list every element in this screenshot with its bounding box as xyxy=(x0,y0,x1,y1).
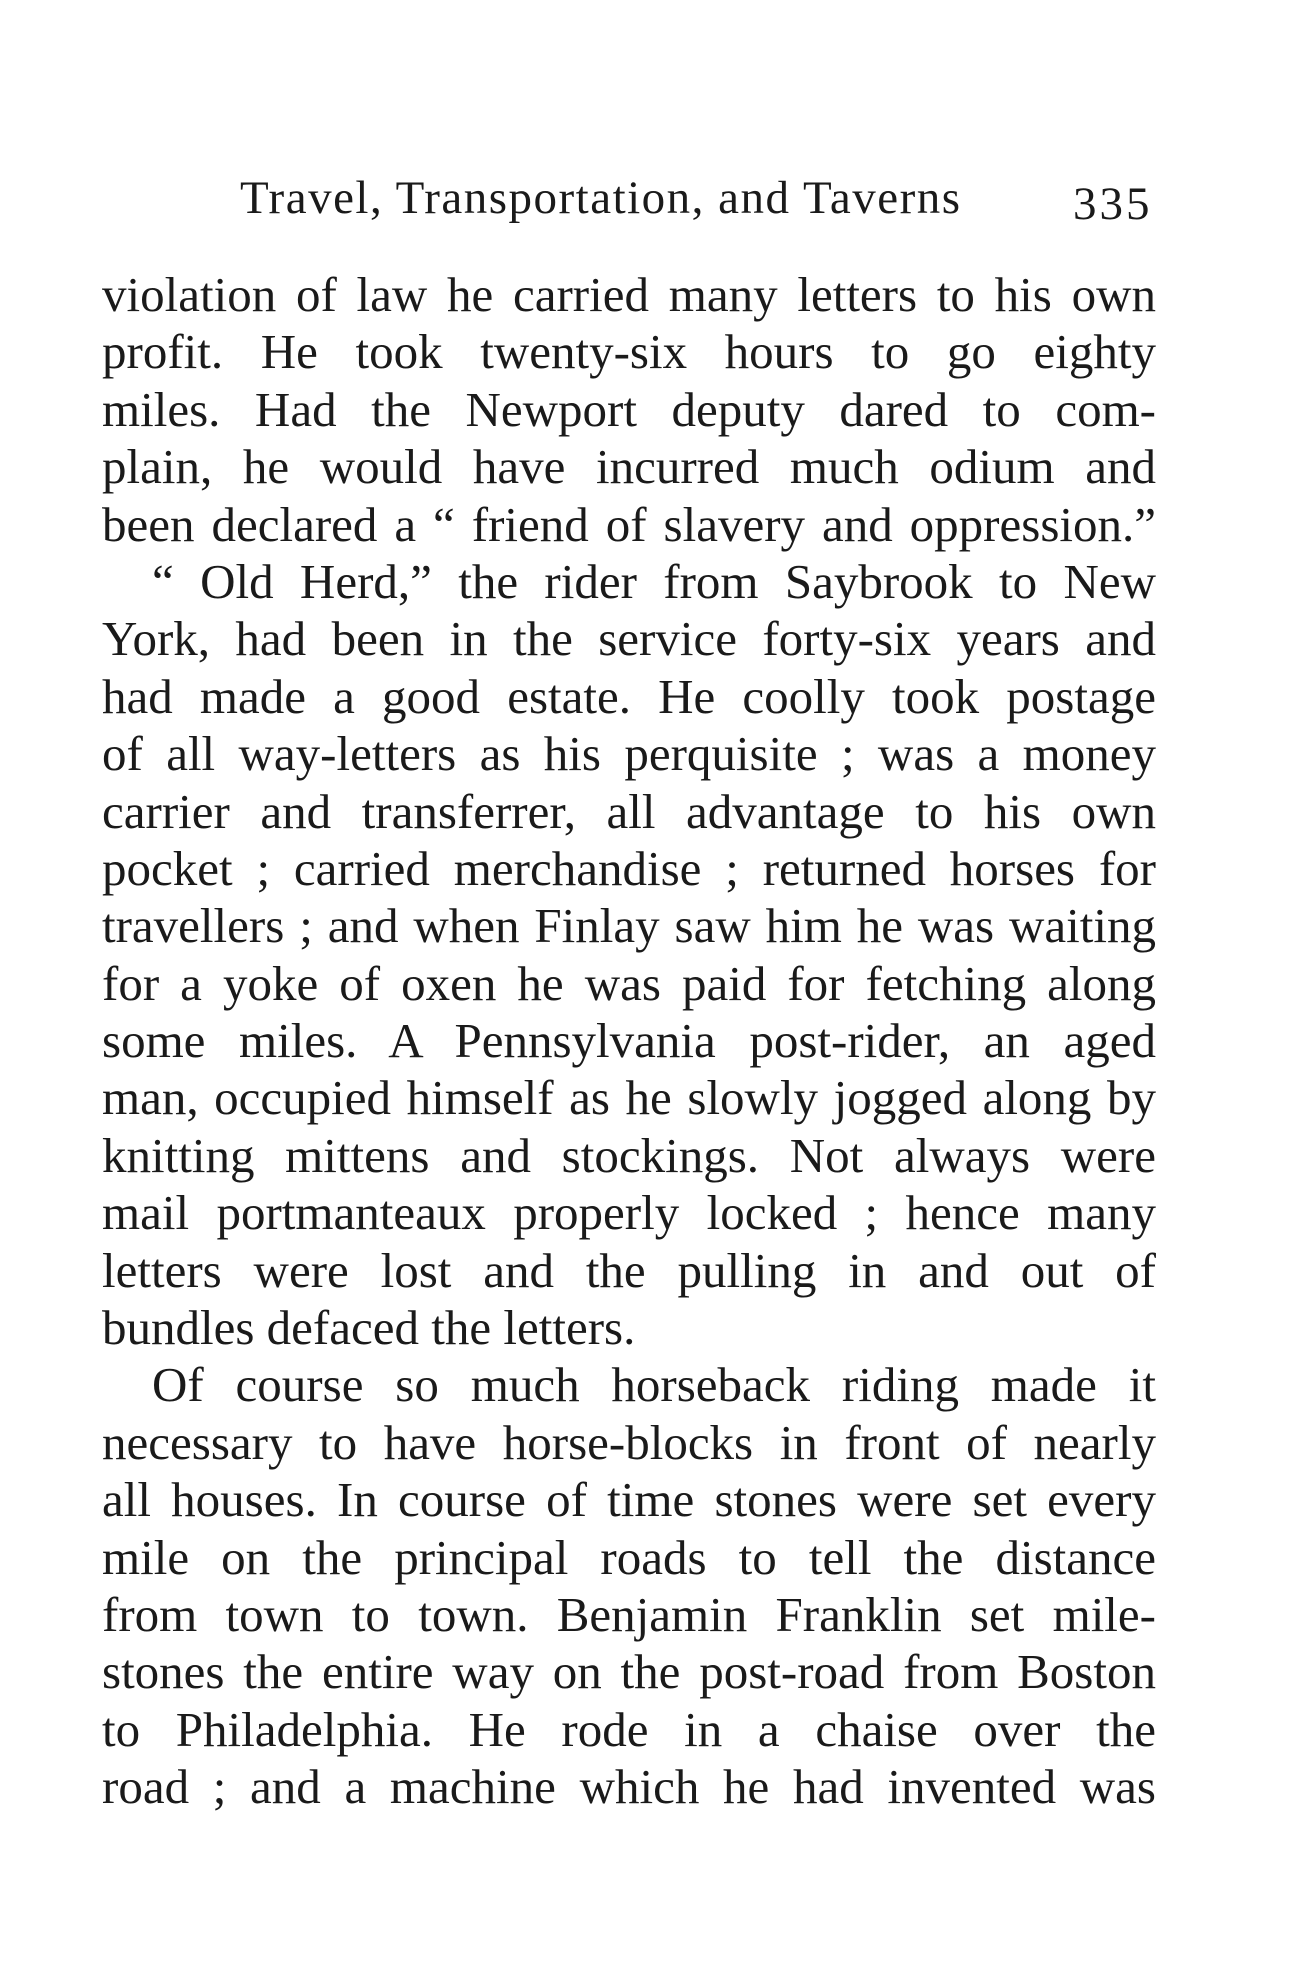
text-line: all houses. In course of time stones were set every xyxy=(102,1472,1156,1528)
text-line: knitting mittens and stockings. Not always were xyxy=(102,1127,1156,1183)
text-line: carrier and transferrer, all advantage to his own xyxy=(102,783,1156,839)
text-line: man, occupied himself as he slowly jogged along by xyxy=(102,1070,1156,1126)
text-line: York, had been in the service forty-six years and xyxy=(102,611,1156,667)
text-line: had made a good estate. He coolly took postage xyxy=(102,668,1156,724)
text-line: to Philadelphia. He rode in a chaise over the xyxy=(102,1701,1156,1757)
text-line: some miles. A Pennsylvania post-rider, an aged xyxy=(102,1013,1156,1069)
text-line: mile on the principal roads to tell the distance xyxy=(102,1529,1156,1585)
text-line: pocket ; carried merchandise ; returned horses for xyxy=(102,840,1156,896)
text-line: stones the entire way on the post-road from Boston xyxy=(102,1644,1156,1700)
text-line: mail portmanteaux properly locked ; hence many xyxy=(102,1185,1156,1241)
text-line: from town to town. Benjamin Franklin set mile- xyxy=(102,1586,1156,1642)
text-line: necessary to have horse-blocks in front of nearly xyxy=(102,1414,1156,1470)
text-line: miles. Had the Newport deputy dared to com- xyxy=(102,381,1156,437)
page-number: 335 xyxy=(1073,178,1153,230)
text-line: violation of law he carried many letters to his own xyxy=(102,267,1156,322)
text-line: travellers ; and when Finlay saw him he was waiting xyxy=(102,898,1156,954)
text-line: road ; and a machine which he had invented was xyxy=(102,1759,1156,1815)
running-head xyxy=(240,168,1153,230)
text-line: letters were lost and the pulling in and out of xyxy=(102,1242,1156,1298)
body-text xyxy=(102,266,1156,1816)
text-line: profit. He took twenty-six hours to go eighty xyxy=(102,324,1156,380)
text-line: been declared a “ friend of slavery and oppression.” xyxy=(102,496,1156,552)
text-line: Of course so much horseback riding made it xyxy=(152,1357,1156,1413)
text-line: bundles defaced the letters. xyxy=(102,1300,636,1356)
text-line: plain, he would have incurred much odium and xyxy=(102,439,1156,495)
text-line: of all way-letters as his perquisite ; was a money xyxy=(102,726,1156,782)
running-head-title: Travel, Transportation, and Taverns xyxy=(240,172,962,224)
text-line: “ Old Herd,” the rider from Saybrook to New xyxy=(152,553,1156,609)
text-line: for a yoke of oxen he was paid for fetching along xyxy=(102,955,1156,1011)
